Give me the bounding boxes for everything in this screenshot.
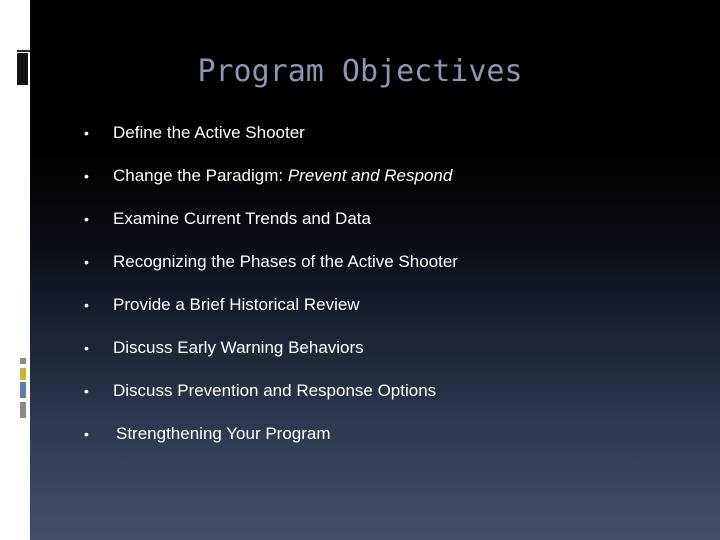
bullet-text-italic: Prevent and Respond [287,166,453,185]
bullet-text: Provide a Brief Historical Review [113,295,360,314]
bullet-text [113,163,452,189]
bullet-text: Define the Active Shooter [113,123,305,142]
bullet-dot-icon: • [84,297,89,313]
bullet-dot-icon: • [84,383,89,399]
accent-side-gray-1 [20,358,26,364]
bullet-text: Recognizing the Phases of the Active Shooter [113,252,458,271]
bullet-text: Strengthening Your Program [116,424,331,443]
bullet-dot-icon: • [84,211,89,227]
slide-title: Program Objectives [197,54,523,89]
accent-side-yellow-1 [20,368,26,380]
bullet-text: Examine Current Trends and Data [113,209,371,228]
bullet-text: Discuss Early Warning Behaviors [113,338,364,357]
accent-side-blue-1 [20,382,26,398]
bullet-dot-icon: • [84,426,89,442]
accent-side-gray-2 [20,402,26,418]
bullet-dot-icon: • [84,340,89,356]
bullet-dot-icon: • [84,254,89,270]
bullet-dot-icon: • [84,168,89,184]
bullet-dot-icon: • [84,125,89,141]
accent-top-block [17,53,28,85]
bullet-text-regular: Change the Paradigm: [113,166,288,185]
bullet-text: Discuss Prevention and Response Options [113,381,437,400]
accent-top-line [17,50,30,52]
